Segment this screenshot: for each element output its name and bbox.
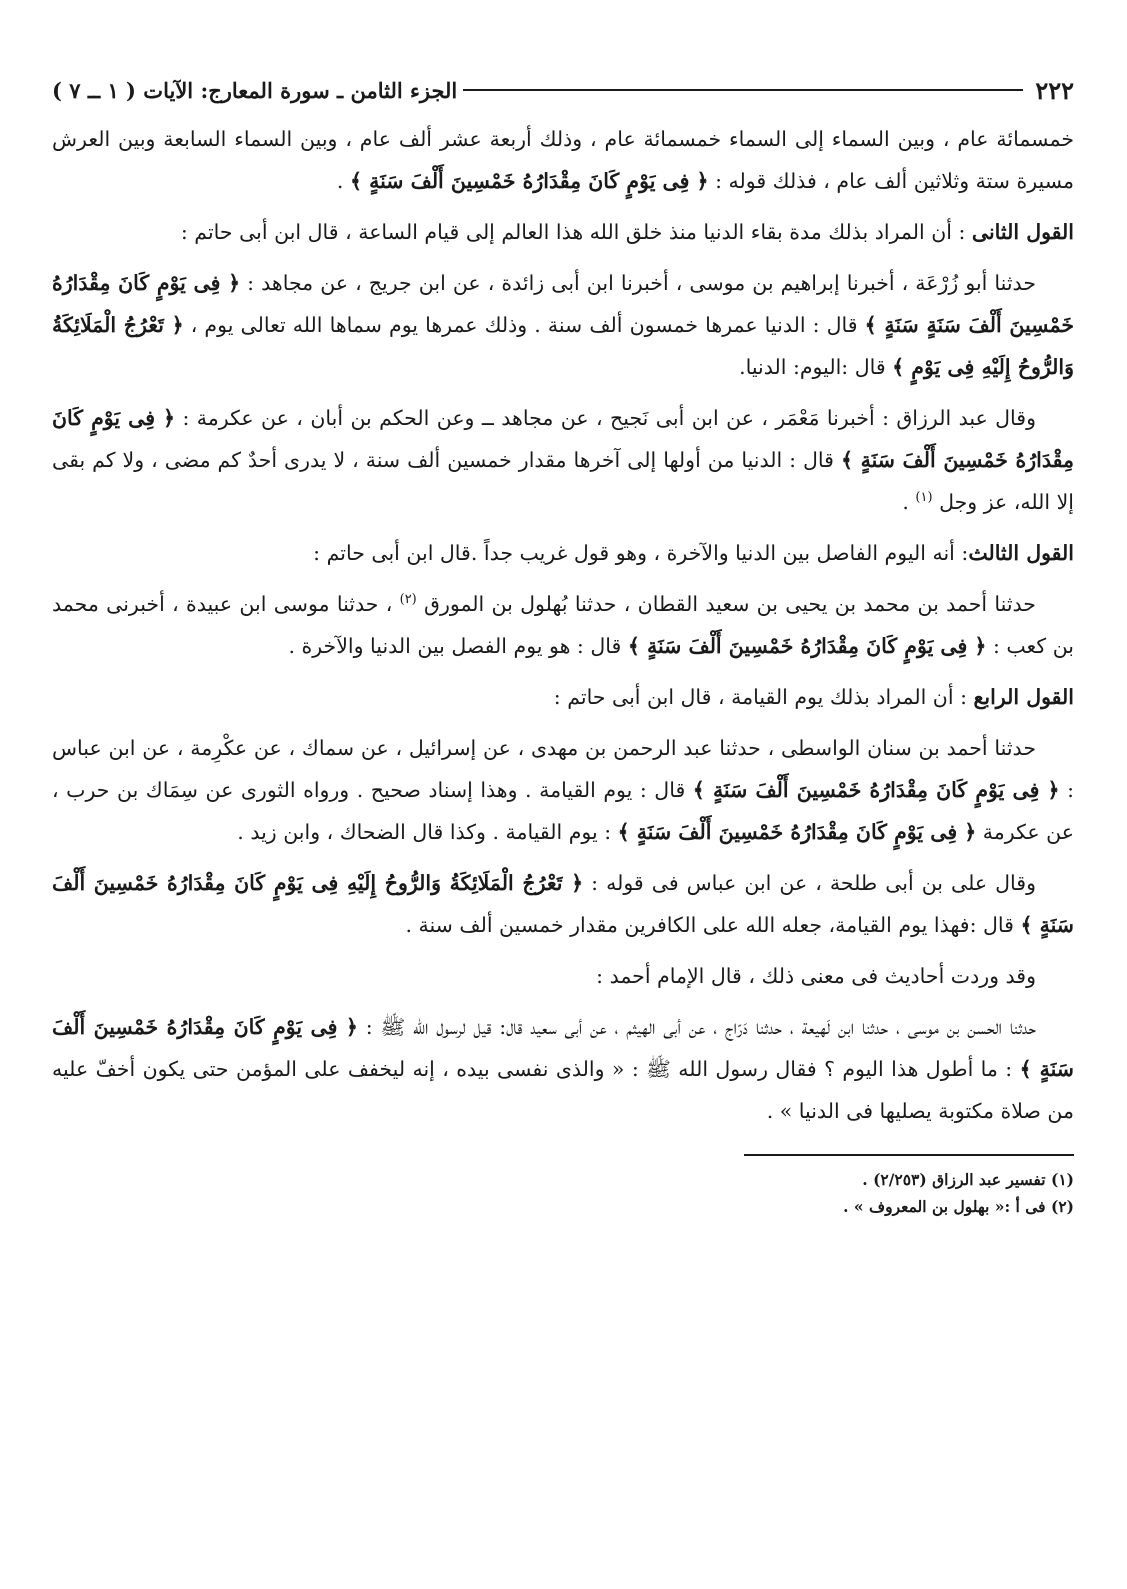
footnote: (١) تفسير عبد الرزاق (٢/٢٥٣) . (862, 1170, 1074, 1189)
quran-verse: ﴿ فِى يَوْمٍ كَانَ مِقْدَارُهُ خَمْسِينَ أَلْفَ سَنَةٍ ﴾ (349, 169, 709, 193)
text-run: حدثنا أحمد بن سنان الواسطى ، حدثنا عبد الرحمن بن مهدى ، عن إسرائيل ، عن سماك ، عن عكْرِمة ، عن ابن عباس : (52, 736, 1074, 802)
footnote-ref: (١) (915, 490, 933, 506)
text-run: : أن المراد بذلك مدة بقاء الدنيا منذ خلق الله هذا العالم إلى قيام الساعة ، قال ابن أبى حاتم : (180, 220, 972, 244)
quran-verse: ﴿ فِى يَوْمٍ كَانَ مِقْدَارُهُ خَمْسِينَ أَلْفَ سَنَةٍ ﴾ (617, 820, 977, 844)
paragraph (52, 262, 1074, 388)
section-lead: القول الثالث (968, 541, 1074, 565)
page-number: ٢٢٢ (1035, 75, 1074, 105)
page (52, 72, 1074, 1220)
paragraph (52, 727, 1074, 853)
text-run: حدثنا أبو زُرْعَة ، أخبرنا إبراهيم بن موسى ، أخبرنا ابن أبى زائدة ، عن ابن جريج ، عن مجاهد : (240, 271, 1036, 295)
text-run: : أن المراد بذلك يوم القيامة ، قال ابن أبى حاتم : (553, 685, 974, 709)
footnote-ref: (٢) (399, 592, 417, 608)
text-run: : ما أطول هذا اليوم ؟ فقال رسول الله ﷺ : « والذى نفسى بيده ، إنه ليخفف على المؤمن حتى يكون أخفّ عليه من صلاة مكتوبة يصليها فى الدنيا » . (52, 1057, 1074, 1123)
text-run: : أنه اليوم الفاصل بين الدنيا والآخرة ، وهو قول غريب جداً .قال ابن أبى حاتم : (313, 541, 969, 565)
paragraph (52, 532, 1074, 574)
text-run: : يوم القيامة . وكذا قال الضحاك ، وابن زيد . (237, 820, 618, 844)
text-run: قال :اليوم: الدنيا. (739, 355, 893, 379)
text-run: حدثنا أحمد بن محمد بن يحيى بن سعيد القطان ، حدثنا بُهلول بن المورق (416, 592, 1036, 616)
quran-verse: ﴿ فِى يَوْمٍ كَانَ مِقْدَارُهُ خَمْسِينَ أَلْفَ سَنَةٍ سَنَةٍ ﴾ (52, 271, 1074, 337)
paragraph (52, 1006, 1074, 1132)
footnote: (٢) فى أ :« بهلول بن المعروف » . (843, 1197, 1074, 1216)
paragraph (52, 862, 1074, 946)
quran-verse: ﴿ فِى يَوْمٍ كَانَ مِقْدَارُهُ خَمْسِينَ أَلْفَ سَنَةٍ ﴾ (52, 406, 1074, 472)
header-rule (463, 89, 1023, 91)
text-run: قال : الدنيا من أولها إلى آخرها مقدار خمسين ألف سنة ، لا يدرى أحدٌ كم مضى ، ولا كم بقى إلا الله، عز وجل (52, 448, 1074, 514)
quran-verse: ﴿ تَعْرُجُ الْمَلَائِكَةُ وَالرُّوحُ إِلَيْهِ فِى يَوْمٍ كَانَ مِقْدَارُهُ خَمْسِينَ أَلْفَ سَنَةٍ ﴾ (52, 871, 1074, 937)
section-lead: القول الثانى (971, 220, 1074, 244)
text-run: قال : يوم القيامة . وهذا إسناد صحيح . ورواه الثورى عن سِمَاك بن حرب ، عن عكرمة (52, 778, 1074, 844)
running-header (52, 72, 1074, 108)
text-run: حدثنا الحسن بن موسى ، حدثنا ابن لَهيعة ، حدثنا دَرّاج ، عن أبى الهيثم ، عن أبى سعيد قال: قيل لرسول الله ﷺ : (357, 1015, 1036, 1039)
text-run: . (336, 169, 350, 193)
body-text (52, 118, 1074, 1132)
text-run: وقد وردت أحاديث فى معنى ذلك ، قال الإمام أحمد : (596, 964, 1036, 988)
section-lead: القول الرابع (973, 685, 1074, 709)
text-run: وقال عبد الرزاق : أخبرنا مَعْمَر ، عن ابن أبى نَجيح ، عن مجاهد ــ وعن الحكم بن أبان ، عن عكرمة : (175, 406, 1037, 430)
text-run: قال :فهذا يوم القيامة، جعله الله على الكافرين مقدار خمسين ألف سنة . (405, 913, 1021, 937)
footnote-rule (744, 1154, 1074, 1156)
paragraph (52, 211, 1074, 253)
paragraph (52, 955, 1074, 997)
quran-verse: ﴿ فِى يَوْمٍ كَانَ مِقْدَارُهُ خَمْسِينَ أَلْفَ سَنَةٍ ﴾ (627, 634, 987, 658)
footnotes (52, 1166, 1074, 1220)
running-title: الجزء الثامن ـ سورة المعارج: الآيات ( ١ ــ ٧ ) (52, 77, 458, 103)
text-run: . (902, 490, 916, 514)
text-run: قال : هو يوم الفصل بين الدنيا والآخرة . (288, 634, 628, 658)
quran-verse: ﴿ فِى يَوْمٍ كَانَ مِقْدَارُهُ خَمْسِينَ أَلْفَ سَنَةٍ ﴾ (52, 1015, 1074, 1081)
text-run: وقال على بن أبى طلحة ، عن ابن عباس فى قوله : (583, 871, 1036, 895)
quran-verse: ﴿ فِى يَوْمٍ كَانَ مِقْدَارُهُ خَمْسِينَ أَلْفَ سَنَةٍ ﴾ (692, 778, 1060, 802)
paragraph (52, 118, 1074, 202)
paragraph (52, 583, 1074, 667)
quran-verse: ﴿ تَعْرُجُ الْمَلَائِكَةُ وَالرُّوحُ إِلَيْهِ فِى يَوْمٍ ﴾ (52, 313, 1074, 379)
text-run: خمسمائة عام ، وبين السماء إلى السماء خمسمائة عام ، وذلك أربعة عشر ألف عام ، وبين السماء السابعة وبين العرش مسيرة ستة وثلاثين ألف عام ، فذلك قوله : (52, 127, 1074, 193)
paragraph (52, 397, 1074, 523)
paragraph (52, 676, 1074, 718)
text-run: ، حدثنا موسى ابن عبيدة ، أخبرنى محمد بن كعب : (52, 592, 1074, 658)
text-run: قال : الدنيا عمرها خمسون ألف سنة . وذلك عمرها يوم سماها الله تعالى يوم ، (183, 313, 865, 337)
